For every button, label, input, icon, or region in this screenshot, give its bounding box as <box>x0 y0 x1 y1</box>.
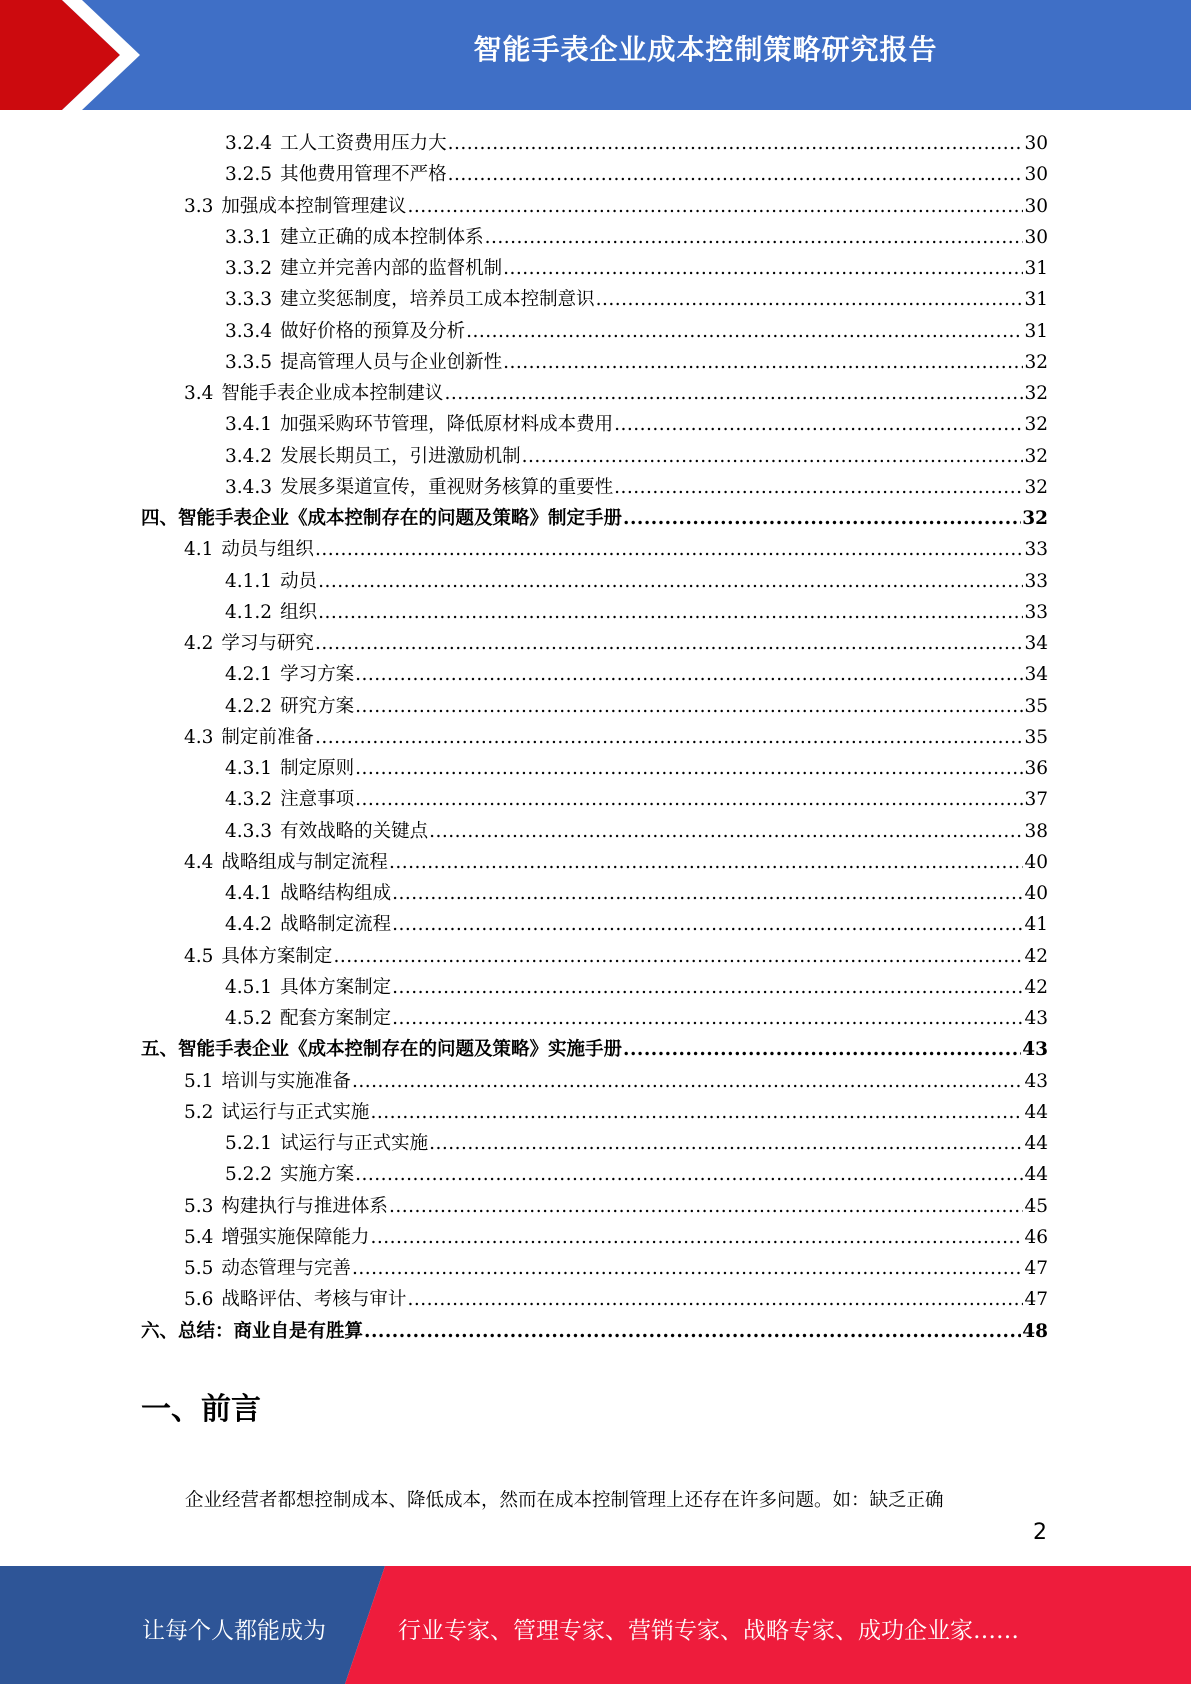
toc-entry-title: 发展长期员工，引进激励机制 <box>280 445 521 467</box>
toc-entry-title: 构建执行与推进体系 <box>221 1195 388 1217</box>
toc-dot-leader <box>318 597 1023 628</box>
toc-entry[interactable] <box>141 1159 1048 1190</box>
toc-entry-title: 配套方案制定 <box>280 1008 392 1029</box>
toc-entry-page: 32 <box>1024 445 1048 467</box>
toc-entry[interactable] <box>141 1191 1048 1222</box>
toc-entry-number: 4.3.1 <box>225 758 273 779</box>
toc-entry-number: 5.4 <box>184 1226 214 1248</box>
toc-dot-leader <box>355 1159 1023 1190</box>
toc-entry-page: 43 <box>1024 1070 1048 1092</box>
toc-entry-number: 3.3.2 <box>225 258 273 279</box>
toc-entry[interactable] <box>141 659 1048 690</box>
page-header <box>0 0 1191 110</box>
toc-entry-title: 有效战略的关键点 <box>280 820 429 842</box>
toc-dot-leader <box>448 128 1024 159</box>
toc-entry[interactable] <box>141 159 1048 190</box>
toc-entry-number: 3.3.5 <box>225 351 273 373</box>
toc-entry-title: 研究方案 <box>280 695 355 717</box>
toc-entry-number: 3.4 <box>184 383 214 404</box>
toc-entry[interactable] <box>141 972 1048 1003</box>
toc-entry-page: 32 <box>1024 414 1048 436</box>
toc-dot-leader <box>392 972 1023 1003</box>
report-title: 智能手表企业成本控制策略研究报告 <box>473 33 938 66</box>
toc-entry[interactable] <box>141 1316 1048 1347</box>
toc-entry-number: 5.5 <box>184 1258 214 1279</box>
toc-entry[interactable] <box>141 628 1048 659</box>
toc-dot-leader <box>318 566 1023 597</box>
toc-entry-number: 4.4.1 <box>225 883 273 904</box>
toc-entry-title: 做好价格的预算及分析 <box>280 320 466 342</box>
toc-entry-page: 42 <box>1024 976 1048 998</box>
toc-dot-leader <box>392 1003 1023 1034</box>
toc-entry-page: 31 <box>1024 320 1048 342</box>
toc-entry-number: 3.3 <box>184 195 214 217</box>
toc-dot-leader <box>370 1222 1023 1253</box>
toc-entry-title: 增强实施保障能力 <box>221 1226 370 1248</box>
toc-entry-number: 3.4.1 <box>225 414 273 436</box>
toc-entry-title: 组织 <box>280 601 318 623</box>
toc-entry-number: 4.5 <box>184 945 214 967</box>
toc-entry-page: 47 <box>1024 1289 1048 1311</box>
toc-entry[interactable] <box>141 816 1048 847</box>
toc-entry-title: 具体方案制定 <box>280 976 392 998</box>
toc-entry-page: 43 <box>1022 1039 1048 1061</box>
toc-dot-leader <box>522 441 1024 472</box>
toc-dot-leader <box>355 784 1023 815</box>
toc-entry-number: 5.3 <box>184 1195 214 1217</box>
toc-entry-title: 发展多渠道宣传，重视财务核算的重要性 <box>280 476 614 498</box>
toc-entry-page: 40 <box>1024 851 1048 873</box>
toc-dot-leader <box>485 222 1024 253</box>
toc-entry[interactable] <box>141 941 1048 972</box>
toc-entry-title: 工人工资费用压力大 <box>280 133 447 154</box>
toc-entry[interactable] <box>141 222 1048 253</box>
toc-dot-leader <box>444 378 1023 409</box>
toc-entry-title: 战略结构组成 <box>280 883 392 904</box>
toc-entry-title: 制定前准备 <box>221 726 314 748</box>
toc-entry-number: 5.2 <box>184 1101 214 1123</box>
toc-dot-leader <box>429 816 1023 847</box>
toc-entry-title: 建立正确的成本控制体系 <box>280 226 484 248</box>
toc-dot-leader <box>364 1316 1021 1347</box>
toc-entry-page: 35 <box>1024 695 1048 717</box>
toc-dot-leader <box>355 659 1023 690</box>
toc-entry[interactable] <box>141 722 1048 753</box>
toc-entry-page: 41 <box>1024 914 1048 936</box>
toc-entry-title: 动态管理与完善 <box>221 1258 351 1279</box>
toc-entry-title: 五、智能手表企业《成本控制存在的问题及策略》实施手册 <box>141 1039 623 1061</box>
toc-entry-number: 4.5.2 <box>225 1008 273 1029</box>
page-number: 2 <box>1033 1520 1047 1545</box>
footer-slogan-right: 行业专家、管理专家、营销专家、战略专家、成功企业家…… <box>398 1618 1019 1644</box>
toc-entry-title: 具体方案制定 <box>221 945 333 967</box>
toc-entry-page: 44 <box>1024 1101 1048 1123</box>
toc-entry-title: 试运行与正式实施 <box>280 1133 429 1154</box>
toc-entry-number: 3.3.3 <box>225 289 273 311</box>
toc-entry-page: 43 <box>1024 1008 1048 1029</box>
toc-entry-title: 试运行与正式实施 <box>221 1101 370 1123</box>
toc-entry-title: 四、智能手表企业《成本控制存在的问题及策略》制定手册 <box>141 508 623 529</box>
toc-entry-number: 3.4.2 <box>225 445 273 467</box>
toc-entry-number: 5.6 <box>184 1289 214 1311</box>
toc-entry-title: 建立并完善内部的监督机制 <box>280 258 503 279</box>
section-heading: 一、前言 <box>141 1392 261 1427</box>
toc-dot-leader <box>389 1191 1024 1222</box>
toc-entry[interactable] <box>141 534 1048 565</box>
toc-entry-title: 战略评估、考核与审计 <box>221 1289 407 1311</box>
toc-entry[interactable] <box>141 191 1048 222</box>
toc-entry-page: 31 <box>1024 258 1048 279</box>
toc-entry-page: 31 <box>1024 289 1048 311</box>
toc-dot-leader <box>370 1097 1023 1128</box>
toc-entry-number: 4.1.1 <box>225 570 273 592</box>
toc-dot-leader <box>355 691 1023 722</box>
toc-entry-number: 5.1 <box>184 1070 214 1092</box>
toc-entry-number: 3.4.3 <box>225 476 273 498</box>
toc-entry-number: 4.1 <box>184 539 214 561</box>
toc-dot-leader <box>623 1034 1021 1065</box>
table-of-contents <box>141 128 1048 1347</box>
toc-entry[interactable] <box>141 347 1048 378</box>
toc-dot-leader <box>315 534 1024 565</box>
toc-dot-leader <box>333 941 1023 972</box>
toc-entry[interactable] <box>141 1034 1048 1065</box>
toc-entry-title: 提高管理人员与企业创新性 <box>280 351 503 373</box>
toc-entry[interactable] <box>141 597 1048 628</box>
toc-entry-number: 5.2.1 <box>225 1133 273 1154</box>
toc-dot-leader <box>355 753 1023 784</box>
toc-entry-title: 注意事项 <box>280 789 355 811</box>
toc-entry-number: 4.3.2 <box>225 789 273 811</box>
toc-entry-number: 4.3.3 <box>225 820 273 842</box>
toc-entry-page: 32 <box>1024 351 1048 373</box>
toc-entry-title: 动员与组织 <box>221 539 314 561</box>
toc-entry-title: 培训与实施准备 <box>221 1070 351 1092</box>
toc-entry-title: 其他费用管理不严格 <box>280 164 447 186</box>
toc-entry-page: 48 <box>1022 1320 1048 1342</box>
toc-entry-number: 4.4.2 <box>225 914 273 936</box>
toc-entry-page: 45 <box>1024 1195 1048 1217</box>
toc-entry-number: 3.2.4 <box>225 133 273 154</box>
toc-dot-leader <box>392 878 1023 909</box>
toc-entry[interactable] <box>141 1128 1048 1159</box>
toc-dot-leader <box>407 1284 1023 1315</box>
toc-entry-page: 33 <box>1024 570 1048 592</box>
toc-dot-leader <box>596 284 1024 315</box>
toc-dot-leader <box>315 722 1024 753</box>
toc-entry[interactable] <box>141 253 1048 284</box>
toc-entry-page: 32 <box>1024 383 1048 404</box>
toc-entry-page: 30 <box>1024 226 1048 248</box>
toc-entry-title: 建立奖惩制度，培养员工成本控制意识 <box>280 289 595 311</box>
toc-entry-title: 六、总结：商业自是有胜算 <box>141 1320 364 1342</box>
toc-entry-number: 4.3 <box>184 726 214 748</box>
toc-dot-leader <box>503 347 1023 378</box>
toc-dot-leader <box>614 472 1023 503</box>
toc-dot-leader <box>352 1253 1024 1284</box>
toc-entry-page: 44 <box>1024 1164 1048 1186</box>
toc-entry-number: 5.2.2 <box>225 1164 273 1186</box>
toc-dot-leader <box>392 909 1023 940</box>
toc-entry-number: 4.2.2 <box>225 695 273 717</box>
toc-entry-number: 3.2.5 <box>225 164 273 186</box>
toc-entry-number: 4.1.2 <box>225 601 273 623</box>
toc-entry[interactable] <box>141 378 1048 409</box>
toc-entry[interactable] <box>141 1222 1048 1253</box>
toc-entry[interactable] <box>141 1253 1048 1284</box>
toc-entry-title: 学习与研究 <box>221 633 314 654</box>
toc-entry-page: 40 <box>1024 883 1048 904</box>
toc-dot-leader <box>448 159 1024 190</box>
toc-entry-page: 30 <box>1024 133 1048 154</box>
toc-entry[interactable] <box>141 1066 1048 1097</box>
toc-entry-number: 3.3.1 <box>225 226 273 248</box>
toc-dot-leader <box>429 1128 1023 1159</box>
toc-entry-title: 战略组成与制定流程 <box>221 851 388 873</box>
toc-entry-title: 加强成本控制管理建议 <box>221 195 407 217</box>
toc-entry-page: 35 <box>1024 726 1048 748</box>
toc-dot-leader <box>466 316 1023 347</box>
toc-entry-title: 战略制定流程 <box>280 914 392 936</box>
toc-entry[interactable] <box>141 1284 1048 1315</box>
toc-entry-number: 4.4 <box>184 851 214 873</box>
toc-entry-page: 37 <box>1024 789 1048 811</box>
toc-entry[interactable] <box>141 753 1048 784</box>
toc-entry-page: 38 <box>1024 820 1048 842</box>
toc-entry-number: 3.3.4 <box>225 320 273 342</box>
toc-entry[interactable] <box>141 316 1048 347</box>
toc-entry[interactable] <box>141 503 1048 534</box>
toc-entry-page: 33 <box>1024 539 1048 561</box>
toc-entry[interactable] <box>141 847 1048 878</box>
toc-entry[interactable] <box>141 409 1048 440</box>
toc-entry[interactable] <box>141 441 1048 472</box>
toc-entry-number: 4.2.1 <box>225 664 273 686</box>
toc-dot-leader <box>503 253 1023 284</box>
toc-entry[interactable] <box>141 878 1048 909</box>
toc-entry-page: 30 <box>1024 164 1048 186</box>
toc-entry[interactable] <box>141 784 1048 815</box>
toc-dot-leader <box>315 628 1024 659</box>
toc-entry-page: 46 <box>1024 1226 1048 1248</box>
toc-entry[interactable] <box>141 472 1048 503</box>
toc-entry-title: 智能手表企业成本控制建议 <box>221 383 444 404</box>
toc-entry[interactable] <box>141 909 1048 940</box>
toc-entry-title: 加强采购环节管理，降低原材料成本费用 <box>280 414 614 436</box>
body-paragraph: 企业经营者都想控制成本、降低成本，然而在成本控制管理上还存在许多问题。如：缺乏正确 <box>185 1490 944 1511</box>
toc-dot-leader <box>407 191 1023 222</box>
toc-entry-title: 学习方案 <box>280 664 355 686</box>
toc-entry-page: 34 <box>1024 633 1048 654</box>
toc-entry-page: 33 <box>1024 601 1048 623</box>
page-footer <box>0 1566 1191 1684</box>
toc-entry-page: 42 <box>1024 945 1048 967</box>
toc-entry-page: 44 <box>1024 1133 1048 1154</box>
toc-entry-title: 实施方案 <box>280 1164 355 1186</box>
footer-slogan-left: 让每个人都能成为 <box>142 1618 326 1644</box>
toc-entry[interactable] <box>141 1003 1048 1034</box>
toc-entry-page: 32 <box>1024 476 1048 498</box>
toc-entry-title: 动员 <box>280 570 318 592</box>
toc-entry-page: 34 <box>1024 664 1048 686</box>
toc-entry[interactable] <box>141 691 1048 722</box>
toc-entry-title: 制定原则 <box>280 758 355 779</box>
toc-entry-page: 30 <box>1024 195 1048 217</box>
toc-entry[interactable] <box>141 566 1048 597</box>
toc-dot-leader <box>623 503 1021 534</box>
toc-entry-number: 4.2 <box>184 633 214 654</box>
toc-dot-leader <box>352 1066 1024 1097</box>
toc-entry-number: 4.5.1 <box>225 976 273 998</box>
toc-dot-leader <box>614 409 1023 440</box>
toc-entry-page: 32 <box>1022 508 1048 529</box>
toc-entry-page: 36 <box>1024 758 1048 779</box>
toc-entry-page: 47 <box>1024 1258 1048 1279</box>
toc-dot-leader <box>389 847 1024 878</box>
toc-entry[interactable] <box>141 128 1048 159</box>
toc-entry[interactable] <box>141 1097 1048 1128</box>
toc-entry[interactable] <box>141 284 1048 315</box>
